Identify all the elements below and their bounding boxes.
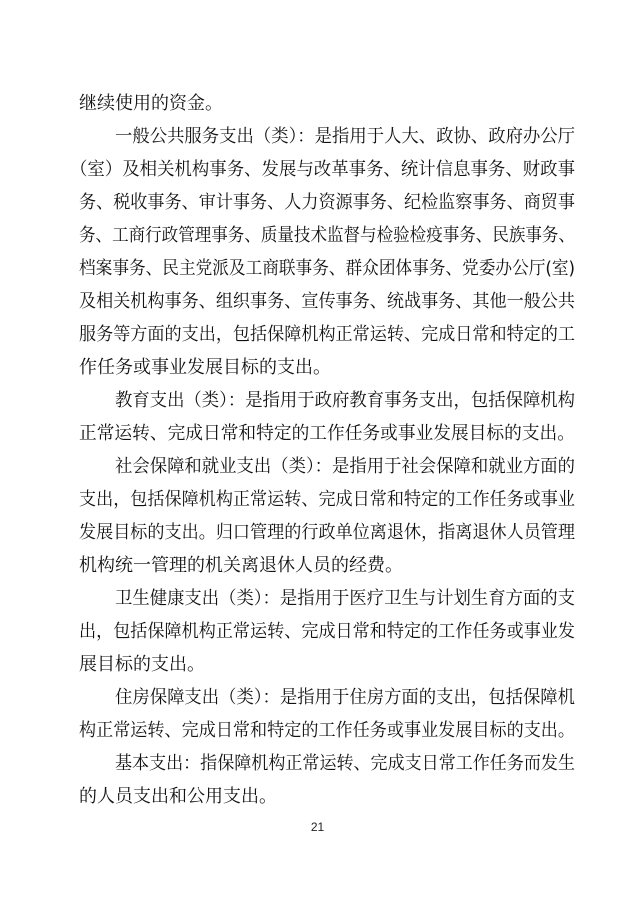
text-line-content: 机构统一管理的机关离退休人员的经费。 bbox=[79, 555, 403, 576]
text-line-content: 务、税收事务、审计事务、人力资源事务、纪检监察事务、商贸事 bbox=[79, 192, 576, 213]
text-line-content: 展目标的支出。 bbox=[79, 654, 205, 675]
text-line-content: 基本支出：指保障机构正常运转、完成支日常工作任务而发生 bbox=[115, 753, 575, 774]
text-line bbox=[0, 780, 635, 814]
text-line bbox=[0, 153, 635, 187]
text-line-content: 档案事务、民主党派及工商联事务、群众团体事务、党委办公厅(室) bbox=[79, 258, 576, 279]
text-line bbox=[0, 549, 635, 583]
text-line bbox=[0, 648, 635, 682]
text-line bbox=[0, 351, 635, 385]
text-line-content: 正常运转、完成日常和特定的工作任务或事业发展目标的支出。 bbox=[79, 423, 575, 444]
text-line-content: 服务等方面的支出，包括保障机构正常运转、完成日常和特定的工 bbox=[79, 324, 576, 345]
text-line-content: 务、工商行政管理事务、质量技术监督与检验检疫事务、民族事务、 bbox=[79, 225, 575, 246]
text-line bbox=[0, 87, 635, 121]
text-line bbox=[0, 747, 635, 781]
text-line-content: 发展目标的支出。归口管理的行政单位离退休，指离退休人员管理 bbox=[79, 522, 576, 543]
text-line-content: 支出，包括保障机构正常运转、完成日常和特定的工作任务或事业 bbox=[79, 489, 576, 510]
text-line-content: 作任务或事业发展目标的支出。 bbox=[79, 357, 331, 378]
text-line bbox=[0, 252, 635, 286]
text-line bbox=[0, 219, 635, 253]
text-line bbox=[0, 384, 635, 418]
text-line bbox=[0, 417, 635, 451]
text-line bbox=[0, 516, 635, 550]
text-line bbox=[0, 450, 635, 484]
text-line bbox=[0, 483, 635, 517]
text-line-content: 的人员支出和公用支出。 bbox=[79, 786, 277, 807]
text-line bbox=[0, 681, 635, 715]
text-line-content: 社会保障和就业支出（类）：是指用于社会保障和就业方面的 bbox=[115, 456, 576, 477]
text-line bbox=[0, 318, 635, 352]
text-line bbox=[0, 120, 635, 154]
text-line-content: （室）及相关机构事务、发展与改革事务、统计信息事务、财政事 bbox=[70, 159, 575, 180]
text-line-content: 教育支出（类）：是指用于政府教育事务支出，包括保障机构 bbox=[115, 390, 576, 411]
text-line-content: 住房保障支出（类）：是指用于住房方面的支出，包括保障机 bbox=[115, 687, 576, 708]
text-line bbox=[0, 285, 635, 319]
text-line-content: 卫生健康支出（类）：是指用于医疗卫生与计划生育方面的支 bbox=[115, 588, 576, 609]
text-line bbox=[0, 582, 635, 616]
text-line bbox=[0, 186, 635, 220]
text-line-content: 继续使用的资金。 bbox=[79, 93, 223, 114]
page-number: 21 bbox=[310, 820, 325, 834]
text-line bbox=[0, 615, 635, 649]
text-line-content: 一般公共服务支出（类）：是指用于人大、政协、政府办公厅 bbox=[115, 126, 576, 147]
text-line-content: 出，包括保障机构正常运转、完成日常和特定的工作任务或事业发 bbox=[79, 621, 576, 642]
text-line-content: 及相关机构事务、组织事务、宣传事务、统战事务、其他一般公共 bbox=[79, 291, 576, 312]
text-line-content: 构正常运转、完成日常和特定的工作任务或事业发展目标的支出。 bbox=[79, 720, 576, 741]
text-line bbox=[0, 714, 635, 748]
